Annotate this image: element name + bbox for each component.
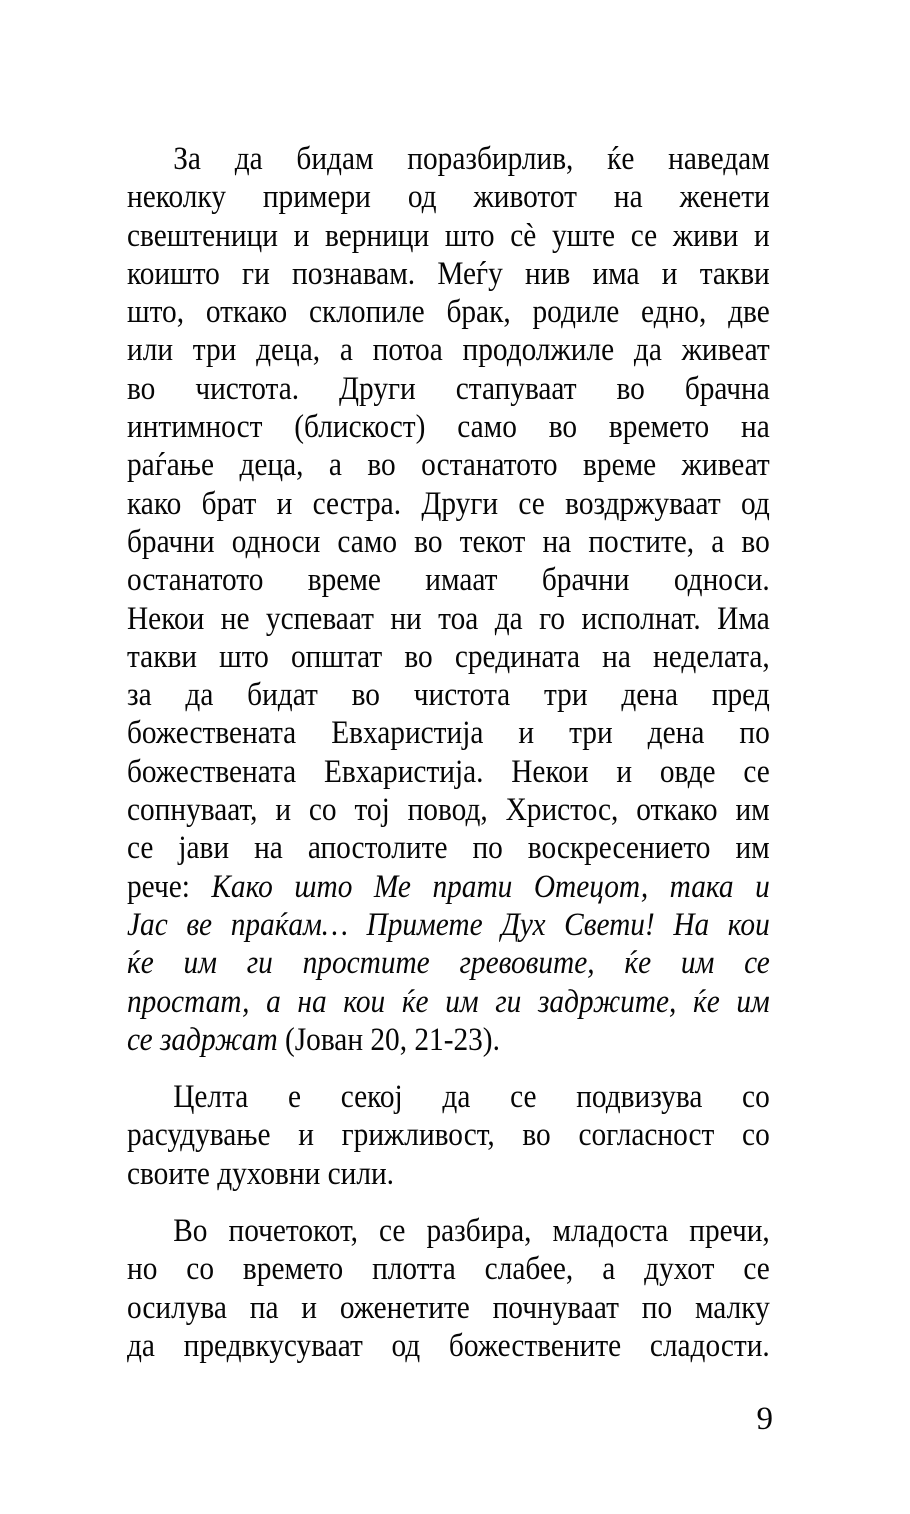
line-text: како брат и сестра. Други се воздржуваат од bbox=[127, 485, 770, 522]
text-line bbox=[127, 983, 770, 1021]
text-line bbox=[127, 255, 770, 293]
line-text: божествената Евхаристија и три дена по bbox=[127, 715, 770, 752]
text-line bbox=[127, 561, 770, 599]
text-line bbox=[127, 523, 770, 561]
paragraph bbox=[127, 1078, 770, 1193]
scripture-quote-text: се задржат bbox=[127, 1021, 285, 1058]
line-text: брачни односи само во текот на постите, а во bbox=[127, 523, 770, 560]
text-line bbox=[127, 906, 770, 944]
text-line bbox=[127, 714, 770, 752]
text-line bbox=[127, 1155, 770, 1193]
scripture-quote-text: простат, а на кои ќе им ги задржите, ќе им bbox=[127, 983, 770, 1020]
page-text bbox=[127, 140, 770, 1365]
text-line bbox=[127, 370, 770, 408]
text-line bbox=[127, 1021, 770, 1059]
line-text: осилува па и оженетите почнуваат по малку bbox=[127, 1289, 770, 1326]
line-text: што, откако склопиле брак, родиле едно, две bbox=[127, 294, 770, 331]
text-line bbox=[127, 408, 770, 446]
line-text: да предвкусуваат од божествените сладости. bbox=[127, 1327, 770, 1364]
text-line bbox=[127, 1078, 770, 1116]
line-text: во чистота. Други стапуваат во брачна bbox=[127, 370, 770, 407]
line-text: Целта е секој да се подвизува со bbox=[173, 1079, 770, 1116]
text-line bbox=[127, 638, 770, 676]
text-line bbox=[127, 829, 770, 867]
line-text: своите духовни сили. bbox=[127, 1155, 395, 1192]
line-text: интимност (блискост) само во времето на bbox=[127, 409, 770, 446]
text-line bbox=[127, 140, 770, 178]
line-text: рече: bbox=[127, 868, 212, 905]
text-line bbox=[127, 791, 770, 829]
line-text: или три деца, а потоа продолжиле да живеат bbox=[127, 332, 770, 369]
line-text: божествената Евхаристија. Некои и овде се bbox=[127, 753, 770, 790]
text-line bbox=[127, 331, 770, 369]
line-text: но со времето плотта слабее, а духот се bbox=[127, 1251, 770, 1288]
text-line bbox=[127, 293, 770, 331]
text-line bbox=[127, 485, 770, 523]
text-line bbox=[127, 1212, 770, 1250]
text-line bbox=[127, 1289, 770, 1327]
text-line bbox=[127, 1327, 770, 1365]
line-text: за да бидат во чистота три дена пред bbox=[127, 677, 770, 714]
paragraph bbox=[127, 1212, 770, 1365]
text-line bbox=[127, 753, 770, 791]
text-line bbox=[127, 868, 770, 906]
text-line bbox=[127, 600, 770, 638]
line-text: Некои не успеваат ни тоа да го исполнат. Има bbox=[127, 600, 770, 637]
text-line bbox=[127, 676, 770, 714]
line-text: коишто ги познавам. Меѓу нив има и такви bbox=[127, 255, 770, 292]
line-text: останатото време имаат брачни односи. bbox=[127, 562, 770, 599]
text-line bbox=[127, 217, 770, 255]
paragraph bbox=[127, 140, 770, 1059]
line-text: неколку примери од животот на женети bbox=[127, 179, 770, 216]
text-line bbox=[127, 178, 770, 216]
line-text: се јави на апостолите по воскресението им bbox=[127, 830, 770, 867]
line-text: свештеници и верници што сè уште се живи и bbox=[127, 217, 770, 254]
line-text: Во почетокот, се разбира, младоста пречи, bbox=[173, 1213, 770, 1250]
line-text: расудување и грижливост, во согласност со bbox=[127, 1117, 770, 1154]
scripture-quote-text: ќе им ги простите гревовите, ќе им се bbox=[127, 945, 770, 982]
text-line bbox=[127, 1116, 770, 1154]
text-line bbox=[127, 446, 770, 484]
scripture-quote-text: Како што Ме прати Отецот, така и bbox=[211, 868, 770, 905]
text-line bbox=[127, 944, 770, 982]
page-number: 9 bbox=[756, 1401, 773, 1437]
text-line bbox=[127, 1250, 770, 1288]
line-text: такви што општат во средината на неделата, bbox=[127, 638, 770, 675]
scripture-reference: (Јован 20, 21-23). bbox=[284, 1021, 500, 1058]
line-text: За да бидам поразбирлив, ќе наведам bbox=[173, 141, 770, 177]
scripture-quote-text: Јас ве праќам… Примете Дух Свети! На кои bbox=[127, 906, 770, 943]
line-text: раѓање деца, а во останатото време живеат bbox=[127, 447, 770, 484]
line-text: сопнуваат, и со тој повод, Христос, откако им bbox=[127, 792, 770, 829]
